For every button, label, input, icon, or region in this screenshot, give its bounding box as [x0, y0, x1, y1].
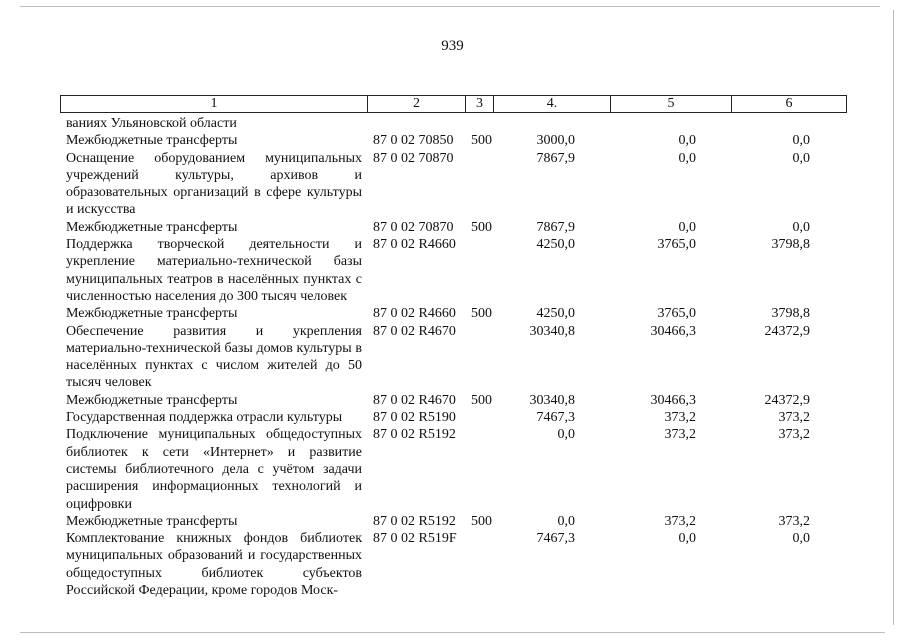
row-value-5: 30466,3	[650, 392, 696, 408]
table-row	[0, 513, 905, 530]
row-code: 87 0 02 R4660	[373, 237, 456, 253]
row-value-6: 0,0	[792, 133, 810, 149]
row-type: 500	[471, 219, 492, 235]
table-row	[0, 150, 905, 219]
table-body	[0, 115, 905, 599]
row-code: 87 0 02 R4660	[373, 306, 456, 322]
row-value-6: 0,0	[792, 219, 810, 235]
row-value-4: 30340,8	[529, 392, 575, 408]
row-name: Обеспечение развития и укрепления материально-технической базы домов культуры в населённых пунктах с числом жителей до 50 тысяч человек	[66, 323, 362, 391]
row-name: Межбюджетные трансферты	[66, 133, 238, 149]
row-code: 87 0 02 R4670	[373, 323, 456, 339]
header-col-1: 1	[210, 96, 218, 111]
header-col-3: 3	[476, 96, 483, 111]
row-code: 87 0 02 R5192	[373, 427, 456, 443]
row-value-6: 24372,9	[764, 392, 810, 408]
row-value-4: 30340,8	[529, 323, 575, 339]
row-name: Оснащение оборудованием муниципальных учреждений культуры, архивов и образовательных организаций в сфере культуры и искусства	[66, 150, 362, 218]
row-value-5: 30466,3	[650, 323, 696, 339]
row-name: Межбюджетные трансферты	[66, 392, 238, 408]
row-value-5: 3765,0	[657, 237, 696, 253]
scan-edge-bottom	[20, 632, 885, 633]
row-name: ваниях Ульяновской области	[66, 116, 237, 131]
row-name: Межбюджетные трансферты	[66, 306, 238, 322]
row-value-6: 0,0	[792, 531, 810, 547]
row-type: 500	[471, 513, 492, 529]
table-row	[0, 530, 905, 599]
table-row	[0, 305, 905, 322]
row-value-5: 0,0	[678, 133, 696, 149]
row-code: 87 0 02 R5192	[373, 513, 456, 529]
row-value-5: 0,0	[678, 150, 696, 166]
row-value-5: 0,0	[678, 531, 696, 547]
row-name: Комплектование книжных фондов библиотек муниципальных образований и государственных общедоступных библиотек субъектов Российской Федерации, кроме городов Моск-	[66, 531, 362, 599]
row-name: Государственная поддержка отрасли культуры	[66, 410, 343, 426]
row-value-6: 24372,9	[764, 323, 810, 339]
row-value-5: 373,2	[664, 427, 696, 443]
row-value-4: 4250,0	[536, 306, 575, 322]
row-type: 500	[471, 133, 492, 149]
scan-edge-top	[20, 6, 880, 7]
table-row	[0, 323, 905, 392]
row-value-4: 7867,9	[536, 150, 575, 166]
table-header	[60, 95, 847, 113]
row-code: 87 0 02 70850	[373, 133, 454, 149]
row-value-6: 0,0	[792, 150, 810, 166]
row-code: 87 0 02 R4670	[373, 392, 456, 408]
table-row	[0, 236, 905, 305]
row-value-6: 373,2	[778, 410, 810, 426]
row-value-4: 3000,0	[536, 133, 575, 149]
page-number: 939	[441, 38, 464, 54]
row-code: 87 0 02 70870	[373, 150, 454, 166]
row-type: 500	[471, 392, 492, 408]
row-value-5: 373,2	[664, 410, 696, 426]
row-value-4: 7467,3	[536, 410, 575, 426]
table-row	[0, 132, 905, 149]
row-code: 87 0 02 R519F	[373, 531, 457, 547]
table-row	[0, 219, 905, 236]
row-value-4: 7867,9	[536, 219, 575, 235]
row-value-6: 3798,8	[771, 306, 810, 322]
row-type: 500	[471, 306, 492, 322]
table-row	[0, 392, 905, 409]
row-value-5: 0,0	[678, 219, 696, 235]
row-code: 87 0 02 70870	[373, 219, 454, 235]
header-col-4: 4.	[546, 96, 558, 111]
row-value-6: 3798,8	[771, 237, 810, 253]
header-col-2: 2	[413, 96, 420, 111]
table-row	[0, 426, 905, 512]
row-name: Межбюджетные трансферты	[66, 513, 238, 529]
header-col-5: 5	[667, 96, 675, 111]
table-row	[0, 409, 905, 426]
row-value-4: 4250,0	[536, 237, 575, 253]
row-name: Поддержка творческой деятельности и укрепление материально-технической базы муниципальных театров в населённых пунктах с численностью населения до 300 тысяч человек	[66, 237, 362, 304]
header-col-6: 6	[785, 96, 793, 111]
row-name: Межбюджетные трансферты	[66, 219, 238, 235]
row-value-4: 0,0	[557, 427, 575, 443]
row-value-6: 373,2	[778, 427, 810, 443]
row-code: 87 0 02 R5190	[373, 410, 456, 426]
row-value-5: 373,2	[664, 513, 696, 529]
row-name: Подключение муниципальных общедоступных библиотек к сети «Интернет» и развитие системы библиотечного дела с учётом задачи расширения информационных технологий и оцифровки	[66, 427, 362, 512]
row-value-5: 3765,0	[657, 306, 696, 322]
row-value-6: 373,2	[778, 513, 810, 529]
table-row	[0, 115, 905, 132]
row-value-4: 7467,3	[536, 531, 575, 547]
row-value-4: 0,0	[557, 513, 575, 529]
